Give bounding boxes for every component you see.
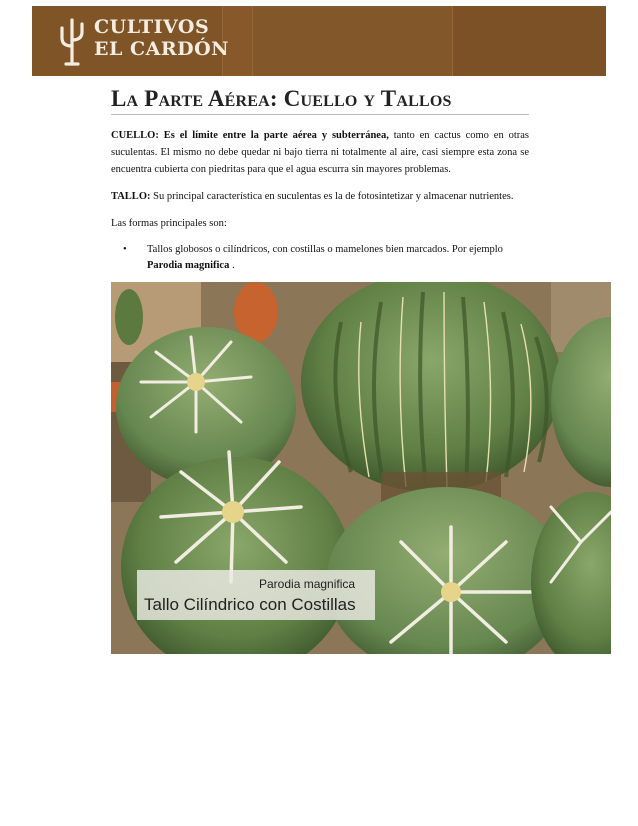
photo-caption-species: Parodia magnifica bbox=[259, 577, 356, 591]
list-item bbox=[111, 242, 529, 274]
term-tallo: TALLO: bbox=[111, 191, 151, 202]
page-title: La Parte Aérea: Cuello y Tallos bbox=[111, 86, 529, 115]
banner-panel bbox=[252, 6, 452, 76]
banner-panel bbox=[452, 6, 606, 76]
document-body bbox=[111, 86, 529, 274]
cuello-definition-text: tanto en cactus como en otras suculentas. El mismo no debe quedar ni bajo tierra ni totalmente al aire, casi siempre esta zona se encuentra cubierta con piedritas para que el agua escurra sin mayores problemas. bbox=[111, 130, 530, 175]
bullet-marker: • bbox=[123, 244, 127, 255]
paragraph-formas-intro: Las formas principales son: bbox=[111, 218, 227, 229]
species-name: Parodia magnifica bbox=[147, 260, 230, 271]
photo-caption-type: Tallo Cilíndrico con Costillas bbox=[144, 595, 356, 614]
paragraph-tallo bbox=[111, 188, 529, 205]
list-item-text: Tallos globosos o cilíndricos, con costillas o mamelones bien marcados. Por ejemplo bbox=[147, 244, 503, 255]
brand-line-2: EL CARDÓN bbox=[94, 38, 230, 60]
tallo-definition-text: Su principal característica en suculentas es la de fotosintetizar y almacenar nutrientes. bbox=[150, 191, 514, 202]
cuello-definition-bold: Es el límite entre la parte aérea y subterránea, bbox=[158, 130, 389, 141]
header-banner bbox=[32, 6, 606, 76]
forms-list bbox=[111, 242, 529, 274]
term-cuello: CUELLO: bbox=[111, 130, 159, 141]
brand-logo bbox=[94, 16, 229, 60]
cactus-photo bbox=[111, 282, 611, 654]
paragraph-cuello bbox=[111, 127, 529, 178]
list-item-tail: . bbox=[229, 260, 235, 271]
brand-line-1: CULTIVOS bbox=[94, 16, 210, 38]
cactus-icon bbox=[52, 16, 92, 68]
